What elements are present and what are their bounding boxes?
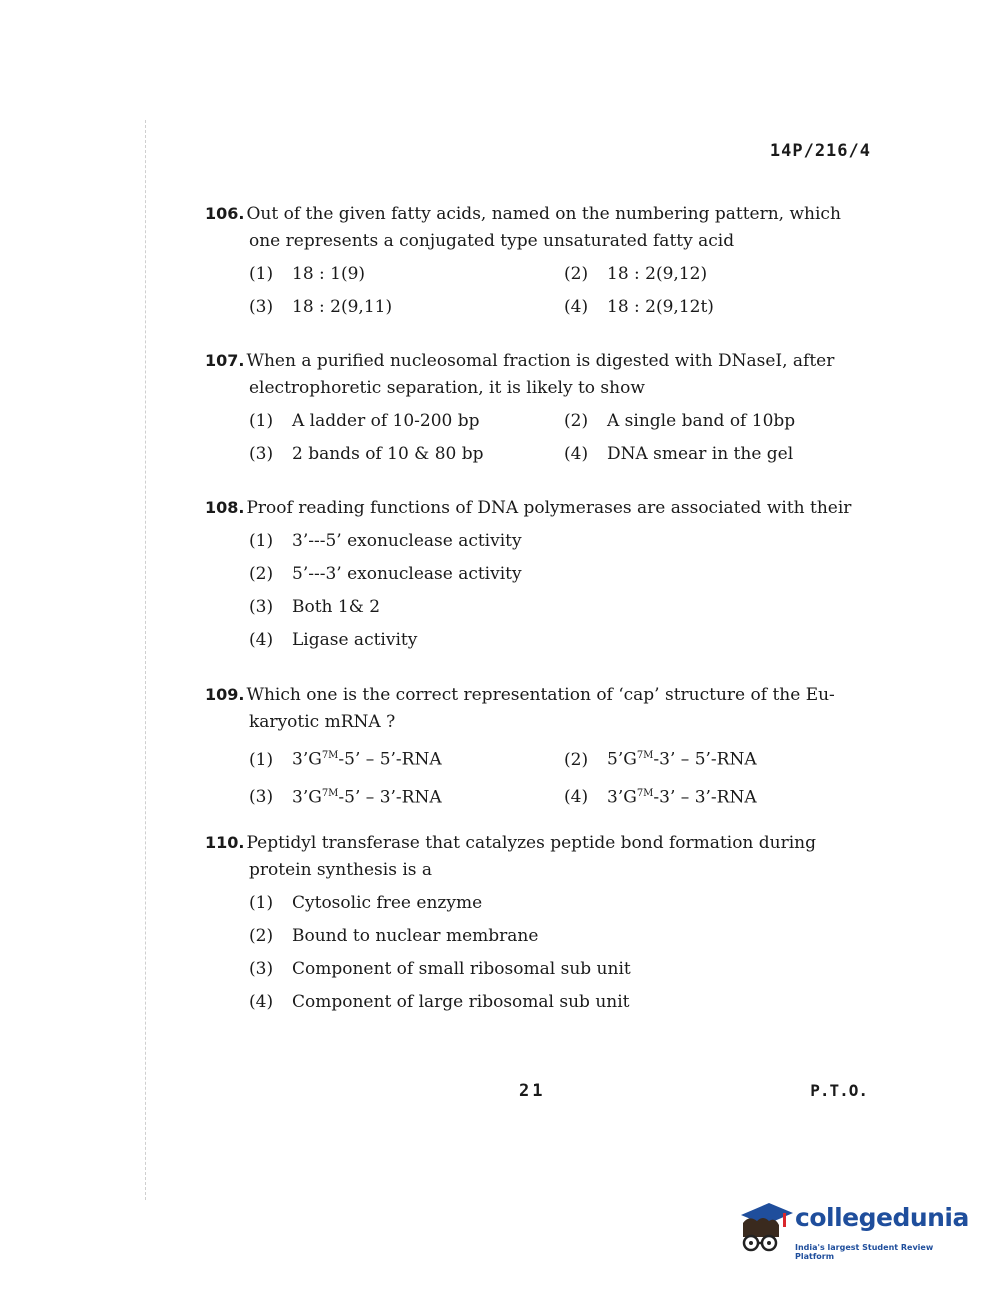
question-number: 108. <box>205 498 245 517</box>
options-grid <box>205 261 873 321</box>
question-110 <box>205 829 873 1022</box>
question-stem-line: one represents a conjugated type unsaturated fatty acid <box>249 231 735 251</box>
question-109 <box>205 681 873 811</box>
option-2: (2) 5’---3’ exonuclease activity <box>249 564 522 584</box>
options-list <box>205 528 873 654</box>
question-stem-line: 107. When a purified nucleosomal fraction is digested with DNaseI, after <box>205 351 835 371</box>
options-list <box>205 890 873 1016</box>
option-3: (3) $3’G^{7M}-5$’ – 3’-RNA <box>249 787 442 808</box>
option-3: (3) Component of small ribosomal sub unit <box>249 959 631 979</box>
collegedunia-watermark <box>735 1193 969 1263</box>
question-stem-line: 106. Out of the given fatty acids, named on the numbering pattern, which <box>205 204 841 224</box>
options-grid <box>205 742 873 811</box>
option-4: (4) Component of large ribosomal sub unit <box>249 992 630 1012</box>
question-number: 110. <box>205 833 245 852</box>
page-scan-edge <box>145 120 146 1200</box>
brand-tagline: India's largest Student Review Platform <box>795 1243 934 1261</box>
question-108 <box>205 494 873 660</box>
option-3: (3) 2 bands of 10 & 80 bp <box>249 444 484 464</box>
options-grid <box>205 408 873 468</box>
page-number: 21 <box>519 1081 546 1101</box>
question-number: 109. <box>205 685 245 704</box>
option-4: (4) $3’G^{7M}-3$’ – 3’-RNA <box>564 787 757 808</box>
option-2: (2) A single band of 10bp <box>564 411 796 431</box>
option-1: (1) $3’G^{7M}-5$’ – 5’-RNA <box>249 749 442 770</box>
mascot-logo-icon <box>735 1193 795 1259</box>
option-2: (2) 18 : 2(9,12) <box>564 264 708 284</box>
question-107 <box>205 347 873 468</box>
question-stem-line: protein synthesis is a <box>249 860 433 880</box>
question-stem-line: karyotic mRNA ? <box>249 712 396 732</box>
brand-name: collegedunia <box>795 1203 969 1232</box>
question-number: 107. <box>205 351 245 370</box>
option-2: (2) $5’G^{7M}-3$’ – 5’-RNA <box>564 749 757 770</box>
question-stem-line: 109. Which one is the correct representation of ‘cap’ structure of the Eu- <box>205 685 835 705</box>
question-stem-line: 108. Proof reading functions of DNA polymerases are associated with their <box>205 498 852 518</box>
option-3: (3) Both 1& 2 <box>249 597 381 617</box>
question-stem-line: 110. Peptidyl transferase that catalyzes peptide bond formation during <box>205 833 817 853</box>
option-3: (3) 18 : 2(9,11) <box>249 297 393 317</box>
option-4: (4) 18 : 2(9,12t) <box>564 297 714 317</box>
please-turn-over: P.T.O. <box>810 1081 868 1100</box>
question-number: 106. <box>205 204 245 223</box>
option-1: (1) 3’---5’ exonuclease activity <box>249 531 522 551</box>
option-2: (2) Bound to nuclear membrane <box>249 926 539 946</box>
option-1: (1) Cytosolic free enzyme <box>249 893 483 913</box>
option-4: (4) Ligase activity <box>249 630 418 650</box>
question-106 <box>205 200 873 321</box>
option-1: (1) A ladder of 10-200 bp <box>249 411 480 431</box>
option-4: (4) DNA smear in the gel <box>564 444 794 464</box>
question-stem-line: electrophoretic separation, it is likely to show <box>249 378 645 398</box>
option-1: (1) 18 : 1(9) <box>249 264 366 284</box>
paper-code: 14P/216/4 <box>769 141 871 161</box>
